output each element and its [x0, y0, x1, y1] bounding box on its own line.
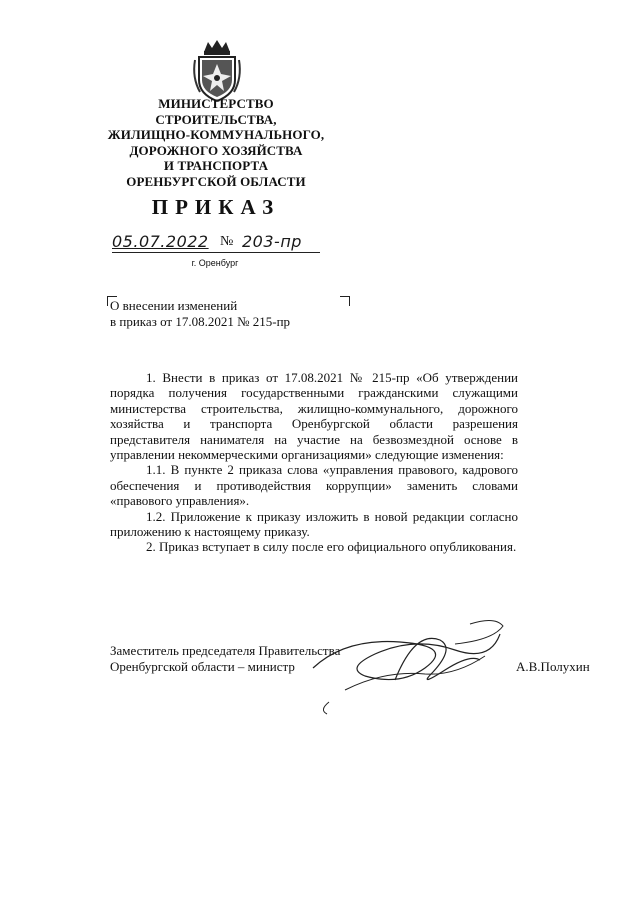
orenburg-coat-of-arms-icon [190, 38, 244, 104]
signatory-title-line: Заместитель председателя Правительства [110, 643, 341, 658]
order-body [110, 370, 518, 555]
subject-line: в приказ от 17.08.2021 № 215-пр [110, 314, 291, 329]
date-underline [112, 252, 320, 253]
date-number-line [112, 232, 320, 254]
ministry-line: ДОРОЖНОГО ХОЗЯЙСТВА [129, 142, 303, 158]
clause-1-2: 1.2. Приложение к приказу изложить в новой редакции согласно приложению к настоящему приказу. [110, 508, 518, 540]
ministry-line: И ТРАНСПОРТА [163, 158, 269, 174]
city: г. Оренбург [191, 258, 239, 268]
clause-1: 1. Внести в приказ от 17.08.2021 № 215-пр «Об утверждении порядка получения государственными гражданскими служащими министерства строительства, жилищно-коммунального, дорожного хозяйства и транспорта Оренбургской области разрешения представителя нанимателя на участие на безвозмездной основе в управлении некоммерческими организациями» следующие изменения: [110, 370, 518, 463]
handwritten-signature [305, 610, 510, 715]
signatory-name: А.В.Полухин [516, 659, 590, 674]
subject-bracket-right [340, 296, 350, 306]
order-date: 05.07.2022 [112, 232, 209, 251]
clause-2: 2. Приказ вступает в силу после его официального опубликования. [146, 539, 517, 555]
ministry-line: МИНИСТЕРСТВО [158, 96, 274, 111]
document-type: ПРИКАЗ [151, 195, 281, 219]
subject-block [110, 298, 290, 330]
ministry-line: ЖИЛИЩНО-КОММУНАЛЬНОГО, [107, 127, 325, 143]
subject-line: О внесении изменений [110, 298, 238, 313]
order-number: 203-пр [242, 232, 302, 251]
ministry-name [80, 96, 352, 190]
number-label: № [220, 234, 234, 249]
signatory-title-line: Оренбургской области – министр [110, 659, 295, 674]
ministry-line: ОРЕНБУРГСКОЙ ОБЛАСТИ [126, 173, 306, 189]
clause-1-1: 1.1. В пункте 2 приказа слова «управления правового, кадрового обеспечения и противодействия коррупции» заменить словами «правового управления». [110, 462, 518, 509]
ministry-line: СТРОИТЕЛЬСТВА, [155, 111, 277, 127]
